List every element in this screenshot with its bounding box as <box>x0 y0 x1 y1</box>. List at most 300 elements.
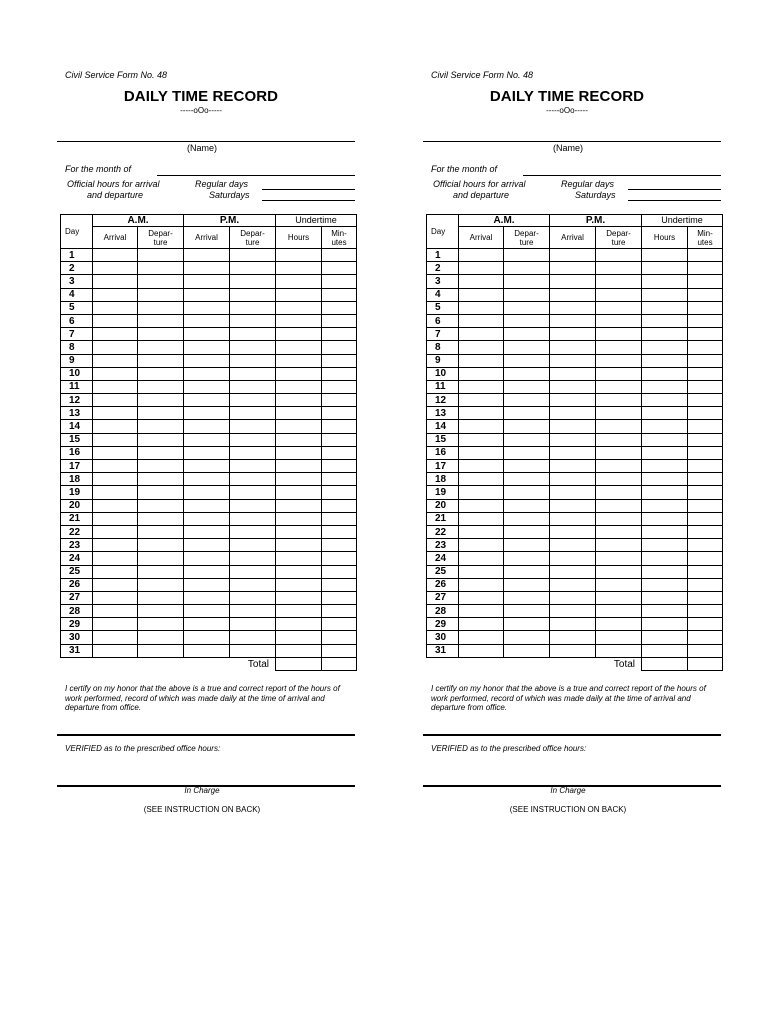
time-entry-cell[interactable] <box>459 328 504 341</box>
time-entry-cell[interactable] <box>230 394 276 407</box>
time-entry-cell[interactable] <box>322 394 357 407</box>
time-entry-cell[interactable] <box>504 328 550 341</box>
time-entry-cell[interactable] <box>550 433 596 446</box>
time-entry-cell[interactable] <box>276 275 322 288</box>
time-entry-cell[interactable] <box>184 473 230 486</box>
time-entry-cell[interactable] <box>93 275 138 288</box>
time-entry-cell[interactable] <box>459 499 504 512</box>
time-entry-cell[interactable] <box>322 288 357 301</box>
time-entry-cell[interactable] <box>322 473 357 486</box>
time-entry-cell[interactable] <box>596 420 642 433</box>
time-entry-cell[interactable] <box>93 367 138 380</box>
time-entry-cell[interactable] <box>688 407 723 420</box>
time-entry-cell[interactable] <box>322 578 357 591</box>
time-entry-cell[interactable] <box>230 565 276 578</box>
time-entry-cell[interactable] <box>688 578 723 591</box>
time-entry-cell[interactable] <box>504 314 550 327</box>
time-entry-cell[interactable] <box>184 275 230 288</box>
time-entry-cell[interactable] <box>93 262 138 275</box>
time-entry-cell[interactable] <box>93 565 138 578</box>
time-entry-cell[interactable] <box>230 380 276 393</box>
time-entry-cell[interactable] <box>596 249 642 262</box>
time-entry-cell[interactable] <box>322 341 357 354</box>
time-entry-cell[interactable] <box>322 275 357 288</box>
time-entry-cell[interactable] <box>550 605 596 618</box>
time-entry-cell[interactable] <box>596 473 642 486</box>
time-entry-cell[interactable] <box>322 618 357 631</box>
time-entry-cell[interactable] <box>93 394 138 407</box>
time-entry-cell[interactable] <box>596 446 642 459</box>
time-entry-cell[interactable] <box>550 512 596 525</box>
time-entry-cell[interactable] <box>93 512 138 525</box>
time-entry-cell[interactable] <box>93 407 138 420</box>
time-entry-cell[interactable] <box>184 328 230 341</box>
time-entry-cell[interactable] <box>504 341 550 354</box>
time-entry-cell[interactable] <box>93 539 138 552</box>
time-entry-cell[interactable] <box>642 539 688 552</box>
time-entry-cell[interactable] <box>504 301 550 314</box>
time-entry-cell[interactable] <box>688 301 723 314</box>
time-entry-cell[interactable] <box>596 460 642 473</box>
time-entry-cell[interactable] <box>322 420 357 433</box>
time-entry-cell[interactable] <box>504 591 550 604</box>
time-entry-cell[interactable] <box>138 380 184 393</box>
time-entry-cell[interactable] <box>276 631 322 644</box>
time-entry-cell[interactable] <box>642 525 688 538</box>
time-entry-cell[interactable] <box>642 631 688 644</box>
total-cell[interactable] <box>276 657 322 670</box>
time-entry-cell[interactable] <box>322 460 357 473</box>
time-entry-cell[interactable] <box>276 552 322 565</box>
time-entry-cell[interactable] <box>276 565 322 578</box>
time-entry-cell[interactable] <box>322 486 357 499</box>
time-entry-cell[interactable] <box>642 565 688 578</box>
time-entry-cell[interactable] <box>230 328 276 341</box>
time-entry-cell[interactable] <box>550 539 596 552</box>
time-entry-cell[interactable] <box>138 301 184 314</box>
time-entry-cell[interactable] <box>459 301 504 314</box>
time-entry-cell[interactable] <box>550 275 596 288</box>
time-entry-cell[interactable] <box>596 275 642 288</box>
time-entry-cell[interactable] <box>138 473 184 486</box>
time-entry-cell[interactable] <box>504 394 550 407</box>
time-entry-cell[interactable] <box>276 249 322 262</box>
time-entry-cell[interactable] <box>504 433 550 446</box>
time-entry-cell[interactable] <box>550 301 596 314</box>
time-entry-cell[interactable] <box>596 591 642 604</box>
time-entry-cell[interactable] <box>138 275 184 288</box>
time-entry-cell[interactable] <box>138 354 184 367</box>
time-entry-cell[interactable] <box>504 262 550 275</box>
time-entry-cell[interactable] <box>93 591 138 604</box>
time-entry-cell[interactable] <box>184 380 230 393</box>
time-entry-cell[interactable] <box>459 460 504 473</box>
time-entry-cell[interactable] <box>138 367 184 380</box>
time-entry-cell[interactable] <box>459 354 504 367</box>
time-entry-cell[interactable] <box>550 591 596 604</box>
time-entry-cell[interactable] <box>138 407 184 420</box>
time-entry-cell[interactable] <box>596 407 642 420</box>
time-entry-cell[interactable] <box>550 486 596 499</box>
time-entry-cell[interactable] <box>642 486 688 499</box>
time-entry-cell[interactable] <box>138 631 184 644</box>
time-entry-cell[interactable] <box>230 275 276 288</box>
time-entry-cell[interactable] <box>550 394 596 407</box>
time-entry-cell[interactable] <box>550 644 596 657</box>
time-entry-cell[interactable] <box>230 486 276 499</box>
time-entry-cell[interactable] <box>688 486 723 499</box>
time-entry-cell[interactable] <box>688 499 723 512</box>
time-entry-cell[interactable] <box>138 525 184 538</box>
time-entry-cell[interactable] <box>322 407 357 420</box>
time-entry-cell[interactable] <box>230 446 276 459</box>
time-entry-cell[interactable] <box>93 486 138 499</box>
time-entry-cell[interactable] <box>322 433 357 446</box>
time-entry-cell[interactable] <box>93 328 138 341</box>
time-entry-cell[interactable] <box>688 249 723 262</box>
time-entry-cell[interactable] <box>184 262 230 275</box>
time-entry-cell[interactable] <box>688 328 723 341</box>
time-entry-cell[interactable] <box>504 565 550 578</box>
time-entry-cell[interactable] <box>276 644 322 657</box>
time-entry-cell[interactable] <box>459 525 504 538</box>
time-entry-cell[interactable] <box>459 473 504 486</box>
time-entry-cell[interactable] <box>276 525 322 538</box>
time-entry-cell[interactable] <box>93 288 138 301</box>
time-entry-cell[interactable] <box>504 446 550 459</box>
time-entry-cell[interactable] <box>184 301 230 314</box>
time-entry-cell[interactable] <box>550 367 596 380</box>
time-entry-cell[interactable] <box>459 420 504 433</box>
time-entry-cell[interactable] <box>276 354 322 367</box>
time-entry-cell[interactable] <box>322 354 357 367</box>
time-entry-cell[interactable] <box>138 565 184 578</box>
time-entry-cell[interactable] <box>550 473 596 486</box>
time-entry-cell[interactable] <box>322 328 357 341</box>
time-entry-cell[interactable] <box>230 341 276 354</box>
time-entry-cell[interactable] <box>688 433 723 446</box>
time-entry-cell[interactable] <box>322 644 357 657</box>
time-entry-cell[interactable] <box>184 460 230 473</box>
time-entry-cell[interactable] <box>459 605 504 618</box>
time-entry-cell[interactable] <box>230 644 276 657</box>
time-entry-cell[interactable] <box>504 354 550 367</box>
time-entry-cell[interactable] <box>459 578 504 591</box>
time-entry-cell[interactable] <box>642 262 688 275</box>
total-cell[interactable] <box>642 657 688 670</box>
time-entry-cell[interactable] <box>93 644 138 657</box>
time-entry-cell[interactable] <box>138 314 184 327</box>
time-entry-cell[interactable] <box>642 341 688 354</box>
time-entry-cell[interactable] <box>322 380 357 393</box>
time-entry-cell[interactable] <box>93 499 138 512</box>
time-entry-cell[interactable] <box>596 631 642 644</box>
time-entry-cell[interactable] <box>504 618 550 631</box>
time-entry-cell[interactable] <box>688 631 723 644</box>
time-entry-cell[interactable] <box>322 314 357 327</box>
time-entry-cell[interactable] <box>504 460 550 473</box>
time-entry-cell[interactable] <box>550 288 596 301</box>
time-entry-cell[interactable] <box>642 473 688 486</box>
time-entry-cell[interactable] <box>550 631 596 644</box>
time-entry-cell[interactable] <box>596 486 642 499</box>
time-entry-cell[interactable] <box>138 591 184 604</box>
time-entry-cell[interactable] <box>322 552 357 565</box>
time-entry-cell[interactable] <box>276 328 322 341</box>
time-entry-cell[interactable] <box>93 380 138 393</box>
time-entry-cell[interactable] <box>688 552 723 565</box>
time-entry-cell[interactable] <box>688 314 723 327</box>
time-entry-cell[interactable] <box>642 499 688 512</box>
time-entry-cell[interactable] <box>459 644 504 657</box>
time-entry-cell[interactable] <box>184 394 230 407</box>
time-entry-cell[interactable] <box>184 552 230 565</box>
time-entry-cell[interactable] <box>642 512 688 525</box>
time-entry-cell[interactable] <box>550 249 596 262</box>
time-entry-cell[interactable] <box>230 314 276 327</box>
time-entry-cell[interactable] <box>642 407 688 420</box>
time-entry-cell[interactable] <box>230 618 276 631</box>
time-entry-cell[interactable] <box>504 539 550 552</box>
time-entry-cell[interactable] <box>688 341 723 354</box>
time-entry-cell[interactable] <box>596 288 642 301</box>
time-entry-cell[interactable] <box>276 288 322 301</box>
time-entry-cell[interactable] <box>138 341 184 354</box>
time-entry-cell[interactable] <box>596 618 642 631</box>
time-entry-cell[interactable] <box>550 618 596 631</box>
time-entry-cell[interactable] <box>322 539 357 552</box>
time-entry-cell[interactable] <box>276 314 322 327</box>
time-entry-cell[interactable] <box>276 460 322 473</box>
time-entry-cell[interactable] <box>596 512 642 525</box>
time-entry-cell[interactable] <box>138 420 184 433</box>
time-entry-cell[interactable] <box>459 341 504 354</box>
time-entry-cell[interactable] <box>230 420 276 433</box>
time-entry-cell[interactable] <box>230 591 276 604</box>
time-entry-cell[interactable] <box>276 262 322 275</box>
time-entry-cell[interactable] <box>459 262 504 275</box>
time-entry-cell[interactable] <box>550 407 596 420</box>
time-entry-cell[interactable] <box>550 446 596 459</box>
time-entry-cell[interactable] <box>596 314 642 327</box>
time-entry-cell[interactable] <box>504 631 550 644</box>
time-entry-cell[interactable] <box>230 473 276 486</box>
time-entry-cell[interactable] <box>642 446 688 459</box>
time-entry-cell[interactable] <box>550 499 596 512</box>
time-entry-cell[interactable] <box>184 288 230 301</box>
time-entry-cell[interactable] <box>184 314 230 327</box>
time-entry-cell[interactable] <box>688 473 723 486</box>
time-entry-cell[interactable] <box>138 288 184 301</box>
time-entry-cell[interactable] <box>93 618 138 631</box>
time-entry-cell[interactable] <box>550 420 596 433</box>
time-entry-cell[interactable] <box>596 578 642 591</box>
time-entry-cell[interactable] <box>230 407 276 420</box>
time-entry-cell[interactable] <box>642 578 688 591</box>
time-entry-cell[interactable] <box>184 565 230 578</box>
time-entry-cell[interactable] <box>230 499 276 512</box>
time-entry-cell[interactable] <box>642 433 688 446</box>
time-entry-cell[interactable] <box>184 591 230 604</box>
time-entry-cell[interactable] <box>93 631 138 644</box>
time-entry-cell[interactable] <box>642 301 688 314</box>
time-entry-cell[interactable] <box>276 380 322 393</box>
time-entry-cell[interactable] <box>230 631 276 644</box>
time-entry-cell[interactable] <box>322 605 357 618</box>
time-entry-cell[interactable] <box>459 380 504 393</box>
time-entry-cell[interactable] <box>596 499 642 512</box>
time-entry-cell[interactable] <box>138 460 184 473</box>
time-entry-cell[interactable] <box>504 249 550 262</box>
time-entry-cell[interactable] <box>550 262 596 275</box>
time-entry-cell[interactable] <box>642 275 688 288</box>
time-entry-cell[interactable] <box>642 591 688 604</box>
time-entry-cell[interactable] <box>184 341 230 354</box>
time-entry-cell[interactable] <box>230 262 276 275</box>
time-entry-cell[interactable] <box>550 565 596 578</box>
time-entry-cell[interactable] <box>184 433 230 446</box>
time-entry-cell[interactable] <box>138 446 184 459</box>
time-entry-cell[interactable] <box>138 578 184 591</box>
time-entry-cell[interactable] <box>184 499 230 512</box>
time-entry-cell[interactable] <box>322 631 357 644</box>
time-entry-cell[interactable] <box>688 460 723 473</box>
time-entry-cell[interactable] <box>504 512 550 525</box>
time-entry-cell[interactable] <box>93 341 138 354</box>
total-cell[interactable] <box>322 657 357 670</box>
time-entry-cell[interactable] <box>93 314 138 327</box>
time-entry-cell[interactable] <box>184 407 230 420</box>
time-entry-cell[interactable] <box>184 539 230 552</box>
time-entry-cell[interactable] <box>596 565 642 578</box>
time-entry-cell[interactable] <box>688 288 723 301</box>
time-entry-cell[interactable] <box>138 486 184 499</box>
time-entry-cell[interactable] <box>184 631 230 644</box>
time-entry-cell[interactable] <box>459 512 504 525</box>
time-entry-cell[interactable] <box>596 605 642 618</box>
time-entry-cell[interactable] <box>184 486 230 499</box>
time-entry-cell[interactable] <box>276 446 322 459</box>
time-entry-cell[interactable] <box>459 288 504 301</box>
time-entry-cell[interactable] <box>688 525 723 538</box>
time-entry-cell[interactable] <box>596 525 642 538</box>
time-entry-cell[interactable] <box>596 262 642 275</box>
time-entry-cell[interactable] <box>459 407 504 420</box>
time-entry-cell[interactable] <box>322 499 357 512</box>
time-entry-cell[interactable] <box>642 354 688 367</box>
time-entry-cell[interactable] <box>688 420 723 433</box>
time-entry-cell[interactable] <box>184 249 230 262</box>
time-entry-cell[interactable] <box>688 618 723 631</box>
time-entry-cell[interactable] <box>138 499 184 512</box>
time-entry-cell[interactable] <box>93 301 138 314</box>
time-entry-cell[interactable] <box>138 262 184 275</box>
time-entry-cell[interactable] <box>322 262 357 275</box>
time-entry-cell[interactable] <box>688 380 723 393</box>
time-entry-cell[interactable] <box>276 367 322 380</box>
time-entry-cell[interactable] <box>276 486 322 499</box>
time-entry-cell[interactable] <box>230 578 276 591</box>
time-entry-cell[interactable] <box>276 605 322 618</box>
time-entry-cell[interactable] <box>322 512 357 525</box>
time-entry-cell[interactable] <box>688 275 723 288</box>
time-entry-cell[interactable] <box>230 433 276 446</box>
time-entry-cell[interactable] <box>93 460 138 473</box>
time-entry-cell[interactable] <box>688 565 723 578</box>
time-entry-cell[interactable] <box>459 433 504 446</box>
time-entry-cell[interactable] <box>276 539 322 552</box>
time-entry-cell[interactable] <box>459 618 504 631</box>
time-entry-cell[interactable] <box>184 525 230 538</box>
time-entry-cell[interactable] <box>688 446 723 459</box>
time-entry-cell[interactable] <box>688 367 723 380</box>
time-entry-cell[interactable] <box>550 552 596 565</box>
time-entry-cell[interactable] <box>504 275 550 288</box>
time-entry-cell[interactable] <box>184 354 230 367</box>
time-entry-cell[interactable] <box>276 473 322 486</box>
time-entry-cell[interactable] <box>504 578 550 591</box>
time-entry-cell[interactable] <box>276 407 322 420</box>
time-entry-cell[interactable] <box>642 380 688 393</box>
time-entry-cell[interactable] <box>93 525 138 538</box>
time-entry-cell[interactable] <box>138 249 184 262</box>
time-entry-cell[interactable] <box>596 552 642 565</box>
time-entry-cell[interactable] <box>550 314 596 327</box>
time-entry-cell[interactable] <box>550 380 596 393</box>
time-entry-cell[interactable] <box>138 539 184 552</box>
time-entry-cell[interactable] <box>93 605 138 618</box>
time-entry-cell[interactable] <box>276 301 322 314</box>
time-entry-cell[interactable] <box>184 644 230 657</box>
time-entry-cell[interactable] <box>504 552 550 565</box>
time-entry-cell[interactable] <box>688 512 723 525</box>
time-entry-cell[interactable] <box>596 301 642 314</box>
time-entry-cell[interactable] <box>550 328 596 341</box>
time-entry-cell[interactable] <box>642 367 688 380</box>
time-entry-cell[interactable] <box>642 394 688 407</box>
time-entry-cell[interactable] <box>93 473 138 486</box>
time-entry-cell[interactable] <box>550 578 596 591</box>
time-entry-cell[interactable] <box>550 460 596 473</box>
time-entry-cell[interactable] <box>459 591 504 604</box>
time-entry-cell[interactable] <box>459 275 504 288</box>
time-entry-cell[interactable] <box>138 512 184 525</box>
time-entry-cell[interactable] <box>459 565 504 578</box>
time-entry-cell[interactable] <box>504 380 550 393</box>
time-entry-cell[interactable] <box>322 301 357 314</box>
time-entry-cell[interactable] <box>642 644 688 657</box>
time-entry-cell[interactable] <box>688 354 723 367</box>
time-entry-cell[interactable] <box>230 605 276 618</box>
time-entry-cell[interactable] <box>642 460 688 473</box>
time-entry-cell[interactable] <box>230 354 276 367</box>
time-entry-cell[interactable] <box>93 578 138 591</box>
time-entry-cell[interactable] <box>93 420 138 433</box>
time-entry-cell[interactable] <box>642 249 688 262</box>
time-entry-cell[interactable] <box>276 578 322 591</box>
time-entry-cell[interactable] <box>504 367 550 380</box>
time-entry-cell[interactable] <box>550 341 596 354</box>
time-entry-cell[interactable] <box>504 499 550 512</box>
time-entry-cell[interactable] <box>504 473 550 486</box>
time-entry-cell[interactable] <box>596 380 642 393</box>
time-entry-cell[interactable] <box>184 578 230 591</box>
time-entry-cell[interactable] <box>93 249 138 262</box>
time-entry-cell[interactable] <box>322 525 357 538</box>
time-entry-cell[interactable] <box>642 618 688 631</box>
time-entry-cell[interactable] <box>642 605 688 618</box>
time-entry-cell[interactable] <box>276 512 322 525</box>
